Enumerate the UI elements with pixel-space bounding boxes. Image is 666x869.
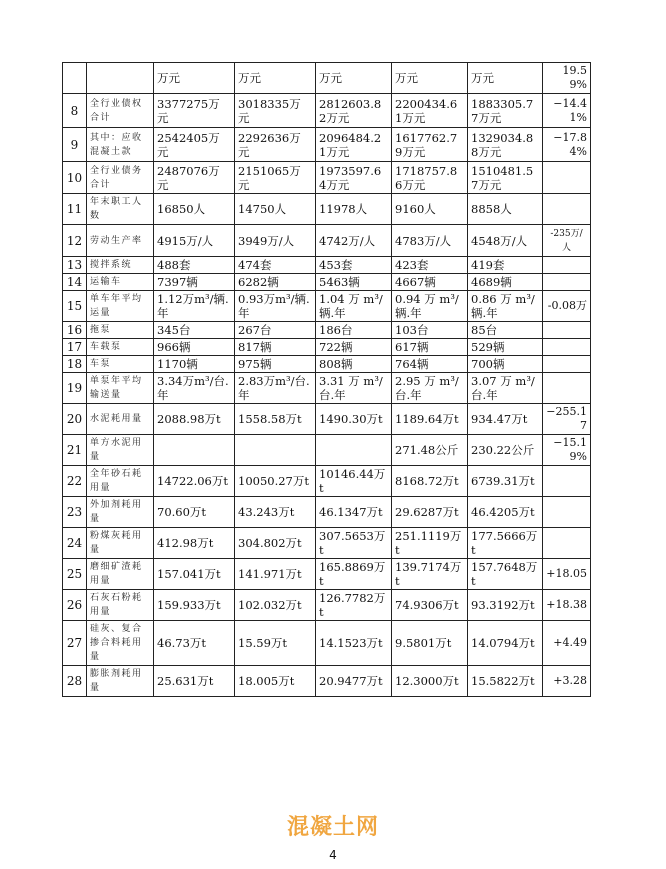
value-cell: 474套 <box>235 257 316 274</box>
change-cell <box>543 497 591 528</box>
table-row <box>63 373 591 404</box>
value-cell: 3.34万m³/台.年 <box>154 373 235 404</box>
header-unit-cell: 万元 <box>468 63 543 94</box>
value-cell: 412.98万t <box>154 528 235 559</box>
table-row <box>63 435 591 466</box>
value-cell <box>154 435 235 466</box>
row-number-cell: 9 <box>63 128 87 162</box>
change-cell <box>543 194 591 225</box>
item-name-cell: 全年砂石耗用量 <box>87 466 154 497</box>
value-cell: 251.1119万t <box>392 528 468 559</box>
value-cell: 25.631万t <box>154 666 235 697</box>
value-cell: 423套 <box>392 257 468 274</box>
change-cell: +3.28 <box>543 666 591 697</box>
table-row <box>63 128 591 162</box>
value-cell: 103台 <box>392 322 468 339</box>
table-row <box>63 162 591 194</box>
table-row <box>63 528 591 559</box>
value-cell: 11978人 <box>316 194 392 225</box>
value-cell: 0.94 万 m³/辆.年 <box>392 291 468 322</box>
row-number-cell: 11 <box>63 194 87 225</box>
item-name-cell: 劳动生产率 <box>87 225 154 257</box>
value-cell: 157.041万t <box>154 559 235 590</box>
row-number-cell: 12 <box>63 225 87 257</box>
row-number-cell: 22 <box>63 466 87 497</box>
value-cell: 70.60万t <box>154 497 235 528</box>
value-cell: 9.5801万t <box>392 621 468 666</box>
value-cell: 10146.44万t <box>316 466 392 497</box>
value-cell: 5463辆 <box>316 274 392 291</box>
table-row <box>63 274 591 291</box>
change-cell: +18.38 <box>543 590 591 621</box>
value-cell: 93.3192万t <box>468 590 543 621</box>
item-name-cell: 水泥耗用量 <box>87 404 154 435</box>
value-cell: 29.6287万t <box>392 497 468 528</box>
table-row <box>63 257 591 274</box>
change-cell <box>543 322 591 339</box>
value-cell: 1.12万m³/辆.年 <box>154 291 235 322</box>
table-row <box>63 291 591 322</box>
value-cell: 6282辆 <box>235 274 316 291</box>
value-cell: 46.1347万t <box>316 497 392 528</box>
item-name-cell: 车泵 <box>87 356 154 373</box>
table-row <box>63 356 591 373</box>
value-cell: 1490.30万t <box>316 404 392 435</box>
value-cell: 419套 <box>468 257 543 274</box>
value-cell: 488套 <box>154 257 235 274</box>
row-number-cell: 20 <box>63 404 87 435</box>
table-row <box>63 497 591 528</box>
change-cell: −15.19% <box>543 435 591 466</box>
value-cell: 141.971万t <box>235 559 316 590</box>
value-cell: 2812603.82万元 <box>316 94 392 128</box>
item-name-cell: 拖泵 <box>87 322 154 339</box>
item-name-cell: 全行业债务合计 <box>87 162 154 194</box>
change-cell: +18.05 <box>543 559 591 590</box>
value-cell: 1170辆 <box>154 356 235 373</box>
value-cell: 43.243万t <box>235 497 316 528</box>
change-cell <box>543 339 591 356</box>
value-cell: 700辆 <box>468 356 543 373</box>
value-cell <box>235 435 316 466</box>
value-cell: 1973597.64万元 <box>316 162 392 194</box>
change-cell <box>543 466 591 497</box>
header-unit-cell: 万元 <box>316 63 392 94</box>
change-cell: −255.17 <box>543 404 591 435</box>
value-cell: 3949万/人 <box>235 225 316 257</box>
header-item-cell <box>87 63 154 94</box>
change-cell <box>543 162 591 194</box>
item-name-cell: 膨胀剂耗用量 <box>87 666 154 697</box>
value-cell: 15.59万t <box>235 621 316 666</box>
table-row <box>63 559 591 590</box>
table-row <box>63 94 591 128</box>
value-cell: 4689辆 <box>468 274 543 291</box>
value-cell: 177.5666万t <box>468 528 543 559</box>
value-cell: 14.1523万t <box>316 621 392 666</box>
value-cell: 16850人 <box>154 194 235 225</box>
row-number-cell: 14 <box>63 274 87 291</box>
item-name-cell: 磨细矿渣耗用量 <box>87 559 154 590</box>
table-header-row <box>63 63 591 94</box>
row-number-cell: 18 <box>63 356 87 373</box>
value-cell: 3.07 万 m³/台.年 <box>468 373 543 404</box>
value-cell: 2542405万元 <box>154 128 235 162</box>
value-cell: 102.032万t <box>235 590 316 621</box>
value-cell: 15.5822万t <box>468 666 543 697</box>
change-cell <box>543 356 591 373</box>
value-cell: 1718757.86万元 <box>392 162 468 194</box>
item-name-cell: 其中：应收混凝土款 <box>87 128 154 162</box>
table-row <box>63 666 591 697</box>
value-cell: 165.8869万t <box>316 559 392 590</box>
page-number: 4 <box>329 848 337 862</box>
value-cell: 1617762.79万元 <box>392 128 468 162</box>
change-cell: −14.41% <box>543 94 591 128</box>
change-cell: -0.08万 <box>543 291 591 322</box>
value-cell: 2.83万m³/台.年 <box>235 373 316 404</box>
item-name-cell: 单泵年平均输送量 <box>87 373 154 404</box>
value-cell: 304.802万t <box>235 528 316 559</box>
value-cell: 18.005万t <box>235 666 316 697</box>
value-cell: 1510481.57万元 <box>468 162 543 194</box>
row-number-cell: 21 <box>63 435 87 466</box>
value-cell: 1.04 万 m³/辆.年 <box>316 291 392 322</box>
value-cell: 9160人 <box>392 194 468 225</box>
header-unit-cell: 万元 <box>235 63 316 94</box>
value-cell: 1329034.88万元 <box>468 128 543 162</box>
row-number-cell: 19 <box>63 373 87 404</box>
value-cell: 267台 <box>235 322 316 339</box>
item-name-cell: 单方水泥用量 <box>87 435 154 466</box>
value-cell: 20.9477万t <box>316 666 392 697</box>
table-row <box>63 404 591 435</box>
value-cell: 975辆 <box>235 356 316 373</box>
change-cell <box>543 373 591 404</box>
value-cell: 14.0794万t <box>468 621 543 666</box>
value-cell: 74.9306万t <box>392 590 468 621</box>
value-cell: 14722.06万t <box>154 466 235 497</box>
value-cell: 85台 <box>468 322 543 339</box>
header-unit-cell: 万元 <box>392 63 468 94</box>
value-cell: 934.47万t <box>468 404 543 435</box>
value-cell: 2.95 万 m³/台.年 <box>392 373 468 404</box>
change-cell <box>543 528 591 559</box>
item-name-cell: 搅拌系统 <box>87 257 154 274</box>
value-cell: 808辆 <box>316 356 392 373</box>
table-row <box>63 621 591 666</box>
value-cell: 345台 <box>154 322 235 339</box>
row-number-cell: 13 <box>63 257 87 274</box>
value-cell: 6739.31万t <box>468 466 543 497</box>
table-row <box>63 322 591 339</box>
value-cell: 157.7648万t <box>468 559 543 590</box>
row-number-cell: 25 <box>63 559 87 590</box>
value-cell: 722辆 <box>316 339 392 356</box>
value-cell: 2200434.61万元 <box>392 94 468 128</box>
value-cell: 8168.72万t <box>392 466 468 497</box>
item-name-cell: 硅灰、复合掺合料耗用量 <box>87 621 154 666</box>
value-cell: 3.31 万 m³/台.年 <box>316 373 392 404</box>
value-cell: 159.933万t <box>154 590 235 621</box>
item-name-cell: 车载泵 <box>87 339 154 356</box>
value-cell: 1558.58万t <box>235 404 316 435</box>
item-name-cell: 单车年平均运量 <box>87 291 154 322</box>
header-change-cell: 19.59% <box>543 63 591 94</box>
value-cell: 4548万/人 <box>468 225 543 257</box>
value-cell: 3377275万元 <box>154 94 235 128</box>
value-cell: 12.3000万t <box>392 666 468 697</box>
value-cell: 10050.27万t <box>235 466 316 497</box>
header-unit-cell: 万元 <box>154 63 235 94</box>
value-cell: 617辆 <box>392 339 468 356</box>
change-cell: +4.49 <box>543 621 591 666</box>
item-name-cell: 外加剂耗用量 <box>87 497 154 528</box>
change-cell <box>543 274 591 291</box>
row-number-cell: 17 <box>63 339 87 356</box>
header-num-cell <box>63 63 87 94</box>
row-number-cell: 27 <box>63 621 87 666</box>
value-cell <box>316 435 392 466</box>
table-row <box>63 225 591 257</box>
value-cell: 2096484.21万元 <box>316 128 392 162</box>
value-cell: 764辆 <box>392 356 468 373</box>
row-number-cell: 10 <box>63 162 87 194</box>
table-row <box>63 466 591 497</box>
value-cell: 4742万/人 <box>316 225 392 257</box>
row-number-cell: 24 <box>63 528 87 559</box>
table-body <box>63 63 591 697</box>
value-cell: 3018335万元 <box>235 94 316 128</box>
value-cell: 7397辆 <box>154 274 235 291</box>
value-cell: 2151065万元 <box>235 162 316 194</box>
change-cell: −17.84% <box>543 128 591 162</box>
item-name-cell: 石灰石粉耗用量 <box>87 590 154 621</box>
value-cell: 2088.98万t <box>154 404 235 435</box>
value-cell: 0.86 万 m³/辆.年 <box>468 291 543 322</box>
item-name-cell: 年末职工人数 <box>87 194 154 225</box>
row-number-cell: 28 <box>63 666 87 697</box>
value-cell: 0.93万m³/辆.年 <box>235 291 316 322</box>
site-watermark: 混凝土网 <box>286 815 379 840</box>
value-cell: 817辆 <box>235 339 316 356</box>
row-number-cell: 8 <box>63 94 87 128</box>
statistics-table <box>62 62 591 697</box>
value-cell: 2292636万元 <box>235 128 316 162</box>
value-cell: 230.22公斤 <box>468 435 543 466</box>
item-name-cell: 运输车 <box>87 274 154 291</box>
change-cell: -235万/人 <box>543 225 591 257</box>
value-cell: 4783万/人 <box>392 225 468 257</box>
row-number-cell: 16 <box>63 322 87 339</box>
value-cell: 8858人 <box>468 194 543 225</box>
value-cell: 1883305.77万元 <box>468 94 543 128</box>
value-cell: 4667辆 <box>392 274 468 291</box>
value-cell: 453套 <box>316 257 392 274</box>
value-cell: 186台 <box>316 322 392 339</box>
value-cell: 46.4205万t <box>468 497 543 528</box>
table-row <box>63 194 591 225</box>
row-number-cell: 23 <box>63 497 87 528</box>
value-cell: 4915万/人 <box>154 225 235 257</box>
value-cell: 139.7174万t <box>392 559 468 590</box>
value-cell: 46.73万t <box>154 621 235 666</box>
value-cell: 1189.64万t <box>392 404 468 435</box>
value-cell: 271.48公斤 <box>392 435 468 466</box>
value-cell: 966辆 <box>154 339 235 356</box>
value-cell: 307.5653万t <box>316 528 392 559</box>
item-name-cell: 粉煤灰耗用量 <box>87 528 154 559</box>
value-cell: 529辆 <box>468 339 543 356</box>
value-cell: 2487076万元 <box>154 162 235 194</box>
item-name-cell: 全行业债权合计 <box>87 94 154 128</box>
table-row <box>63 339 591 356</box>
value-cell: 126.7782万t <box>316 590 392 621</box>
table-row <box>63 590 591 621</box>
change-cell <box>543 257 591 274</box>
row-number-cell: 15 <box>63 291 87 322</box>
value-cell: 14750人 <box>235 194 316 225</box>
row-number-cell: 26 <box>63 590 87 621</box>
